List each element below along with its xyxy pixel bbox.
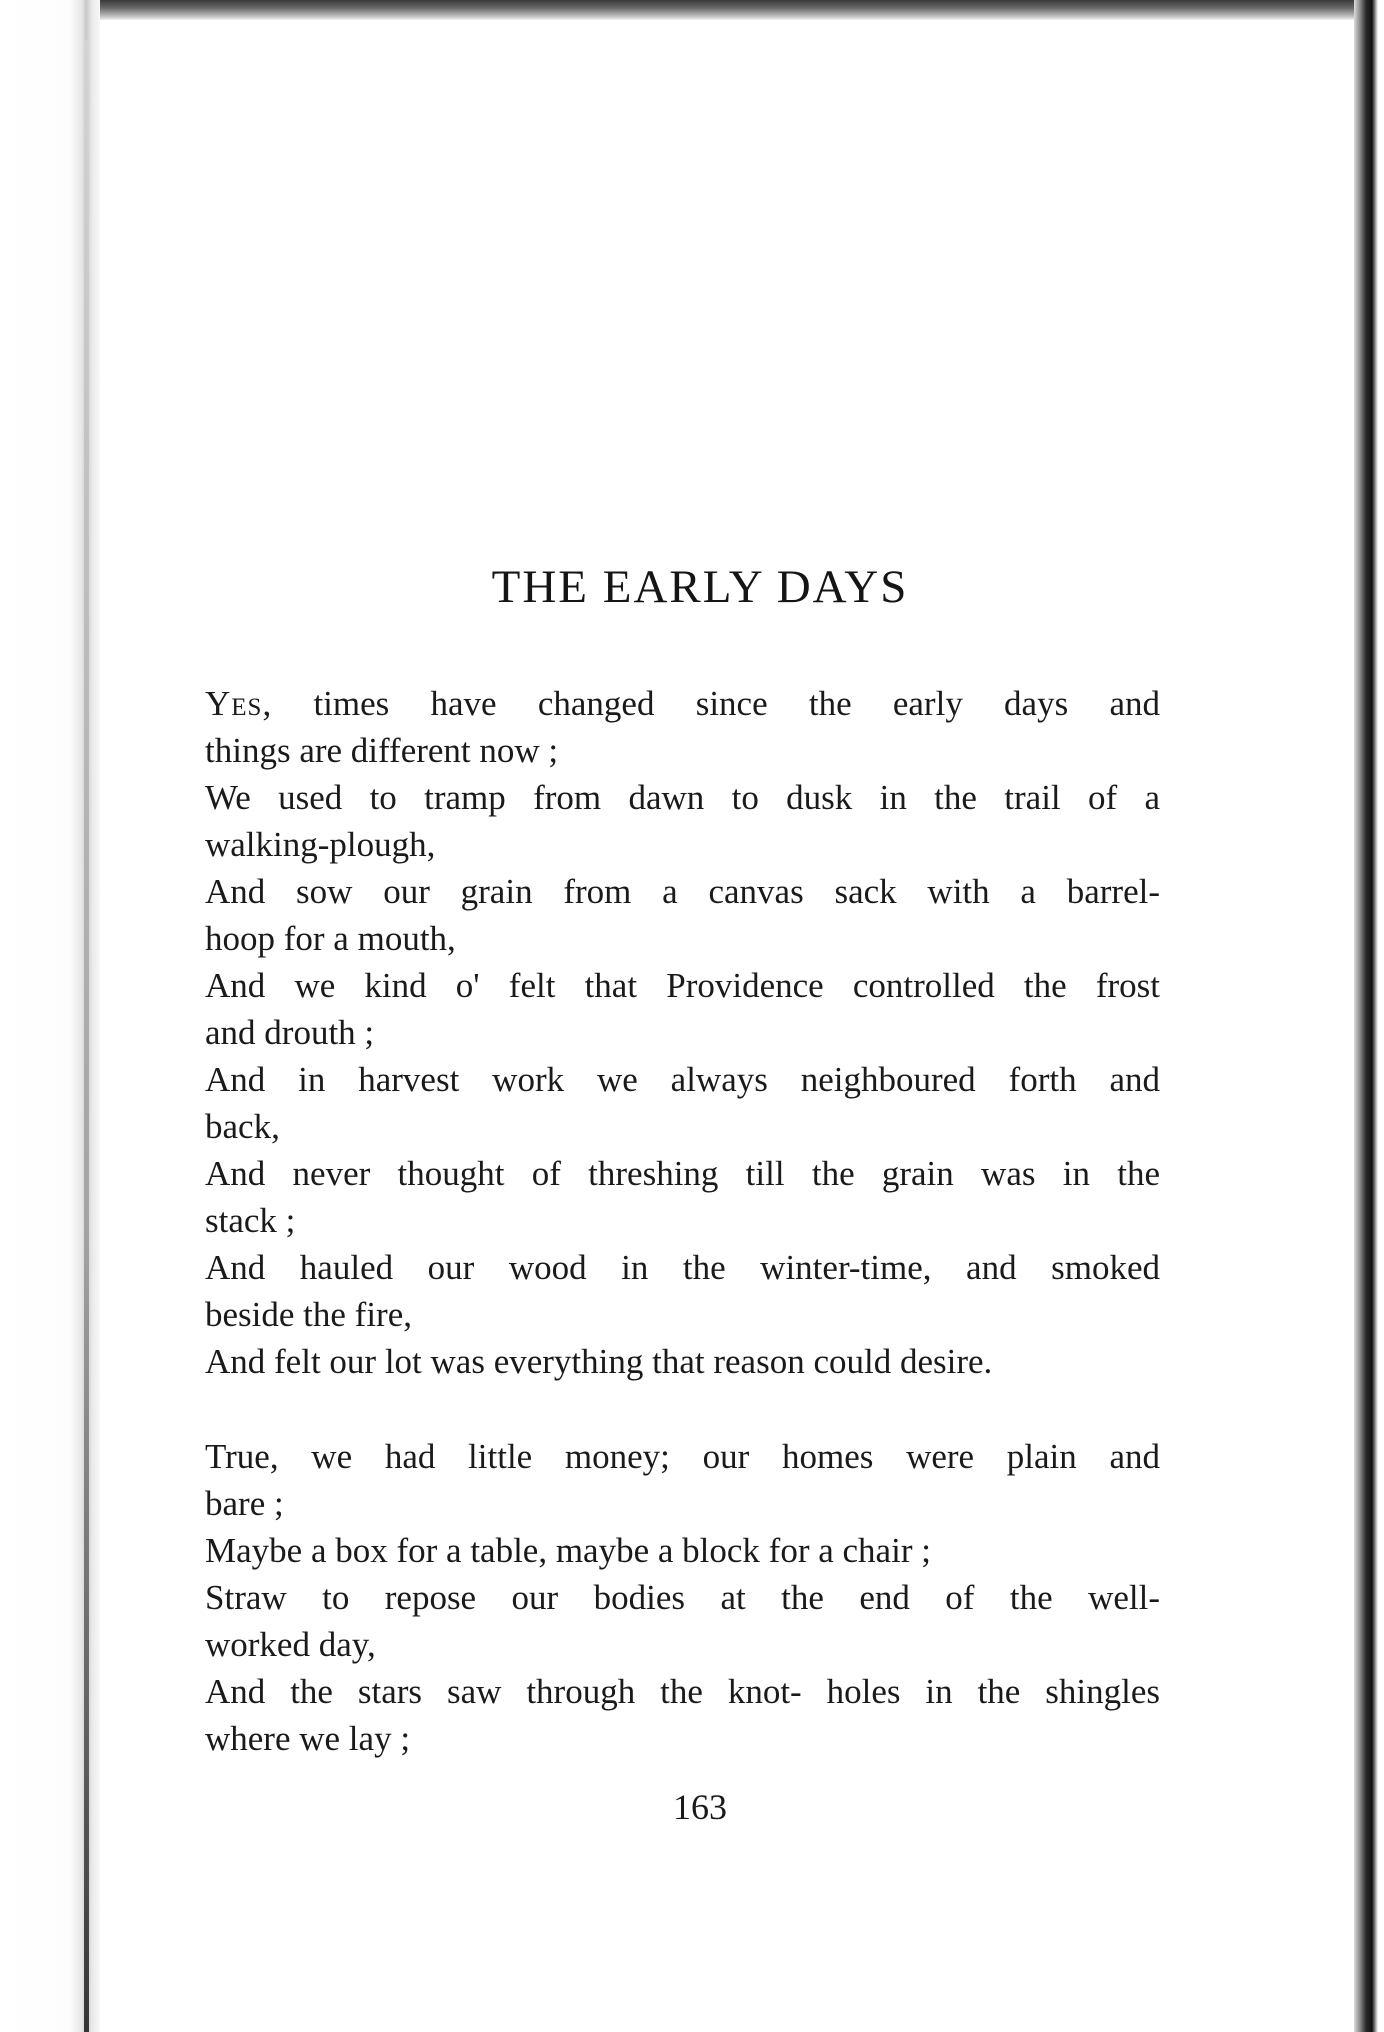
poem-line bbox=[205, 1150, 1160, 1244]
page-gutter-shadow bbox=[84, 40, 89, 2032]
poem-line-continuation: back, bbox=[205, 1107, 280, 1146]
poem-line-words: And the stars saw through the knot- holes in the shingles bbox=[205, 1672, 1160, 1711]
poem-line-words: Straw to repose our bodies at the end of the well- bbox=[205, 1578, 1160, 1617]
poem-line-words: And in harvest work we always neighboured forth and bbox=[205, 1060, 1160, 1099]
poem-line-continuation: stack ; bbox=[205, 1201, 296, 1240]
poem-line-text bbox=[205, 1056, 1160, 1103]
opening-word: Yes, bbox=[205, 684, 273, 723]
poem-line-text bbox=[205, 1244, 1160, 1291]
poem-line-words: And hauled our wood in the winter-time, and smoked bbox=[205, 1248, 1160, 1287]
poem-line-continuation: things are different now ; bbox=[205, 731, 559, 770]
poem-line-text bbox=[205, 1574, 1160, 1621]
poem-line bbox=[205, 962, 1160, 1056]
poem-line-continuation: bare ; bbox=[205, 1484, 284, 1523]
poem-line-words: We used to tramp from dawn to dusk in the trail of a bbox=[205, 778, 1160, 817]
poem-line-text bbox=[205, 774, 1160, 821]
poem-line bbox=[205, 1244, 1160, 1338]
poem-line-words: Maybe a box for a table, maybe a block for a chair ; bbox=[205, 1531, 931, 1570]
poem-line-words: And felt our lot was everything that reason could desire. bbox=[205, 1342, 993, 1381]
poem-line-words: times have changed since the early days and bbox=[272, 684, 1160, 723]
poem-body bbox=[205, 680, 1160, 1810]
poem-line-words: And never thought of threshing till the grain was in the bbox=[205, 1154, 1160, 1193]
poem-line-text bbox=[205, 1433, 1160, 1480]
stanza bbox=[205, 1433, 1160, 1762]
poem-line-continuation: worked day, bbox=[205, 1625, 376, 1664]
poem-line-text bbox=[205, 962, 1160, 1009]
poem-line bbox=[205, 1574, 1160, 1668]
poem-line bbox=[205, 1527, 1160, 1574]
page-number: 163 bbox=[673, 1787, 727, 1827]
poem-line bbox=[205, 1338, 1160, 1385]
poem-line-continuation: and drouth ; bbox=[205, 1013, 375, 1052]
poem-line-text bbox=[205, 1338, 1160, 1385]
poem-line-text bbox=[205, 680, 1160, 727]
poem-line-text bbox=[205, 1150, 1160, 1197]
page-right-edge bbox=[1354, 0, 1384, 2032]
poem-line-continuation: where we lay ; bbox=[205, 1719, 411, 1758]
poem-line-text bbox=[205, 1527, 1160, 1574]
poem-line bbox=[205, 1433, 1160, 1527]
poem-line-continuation: beside the fire, bbox=[205, 1295, 412, 1334]
poem-line bbox=[205, 1668, 1160, 1762]
poem-line-text bbox=[205, 1668, 1160, 1715]
stanza bbox=[205, 680, 1160, 1385]
poem-line-words: True, we had little money; our homes were plain and bbox=[205, 1437, 1160, 1476]
poem-line bbox=[205, 680, 1160, 774]
poem-line-continuation: hoop for a mouth, bbox=[205, 919, 456, 958]
poem-line-words: And we kind o' felt that Providence controlled the frost bbox=[205, 966, 1160, 1005]
poem-line bbox=[205, 1056, 1160, 1150]
poem-line bbox=[205, 774, 1160, 868]
poem-line-text bbox=[205, 868, 1160, 915]
poem-line-continuation: walking-plough, bbox=[205, 825, 436, 864]
poem-line bbox=[205, 868, 1160, 962]
poem-line-words: And sow our grain from a canvas sack with a barrel- bbox=[205, 872, 1160, 911]
page-top-edge bbox=[0, 0, 1384, 20]
poem-title: THE EARLY DAYS bbox=[491, 561, 909, 613]
